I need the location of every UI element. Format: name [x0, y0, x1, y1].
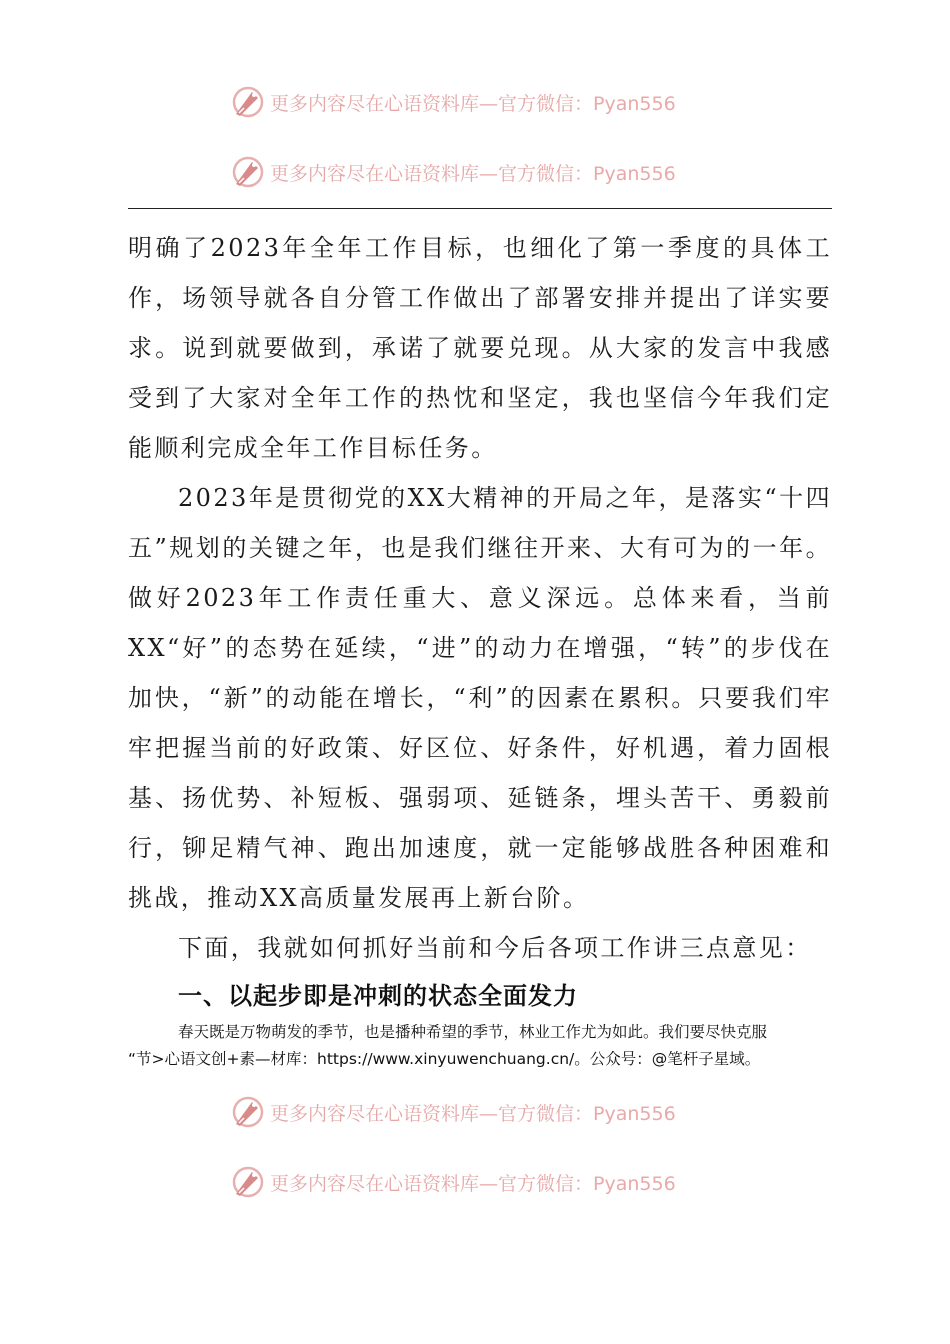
paragraph: 2023年是贯彻党的XX大精神的开局之年，是落实“十四五”规划的关键之年，也是我们继往开来、大有可为的一年。做好2023年工作责任重大、意义深远。总体来看，当前XX“好”的态势在延续，“进”的动力在增强，“转”的步伐在加快，“新”的动能在增长，“利”的因素在累积。只要我们牢牢把握当前的好政策、好区位、好条件，好机遇，着力固根基、扬优势、补短板、强弱项、延链条，埋头苦干、勇毅前行，铆足精气神、跑出加速度，就一定能够战胜各种困难和挑战，推动XX高质量发展再上新台阶。 [128, 484, 832, 912]
footnote-line: “节>心语文创+素—材库：https://www.xinyuwenchuang.cn/。公众号：@笔杆子星域。 [128, 1050, 761, 1068]
watermark-banner [230, 152, 676, 192]
pen-nib-logo-icon [230, 84, 266, 120]
footnote-line: 春天既是万物萌发的季节，也是播种希望的季节，林业工作尤为如此。我们要尽快克服 [178, 1023, 768, 1041]
watermark-banner [230, 1092, 676, 1132]
pen-nib-logo-icon [230, 1164, 266, 1200]
watermark-banner [230, 1162, 676, 1202]
watermark-text: 更多内容尽在心语资料库—官方微信：Pyan556 [270, 1172, 676, 1195]
paragraph: 下面，我就如何抓好当前和今后各项工作讲三点意见： [178, 934, 812, 962]
footnote-text [128, 1019, 848, 1073]
paragraph: 明确了2023年全年工作目标，也细化了第一季度的具体工作，场领导就各自分管工作做出了部署安排并提出了详实要求。说到就要做到，承诺了就要兑现。从大家的发言中我感受到了大家对全年工作的热忱和坚定，我也坚信今年我们定能顺利完成全年工作目标任务。 [128, 234, 832, 462]
body-text [128, 223, 832, 973]
pen-nib-logo-icon [230, 1094, 266, 1130]
pen-nib-logo-icon [230, 154, 266, 190]
section-heading: 一、以起步即是冲刺的状态全面发力 [178, 982, 578, 1010]
watermark-text: 更多内容尽在心语资料库—官方微信：Pyan556 [270, 92, 676, 115]
header-divider [128, 208, 832, 209]
watermark-text: 更多内容尽在心语资料库—官方微信：Pyan556 [270, 1102, 676, 1125]
watermark-banner [230, 82, 676, 122]
watermark-text: 更多内容尽在心语资料库—官方微信：Pyan556 [270, 162, 676, 185]
